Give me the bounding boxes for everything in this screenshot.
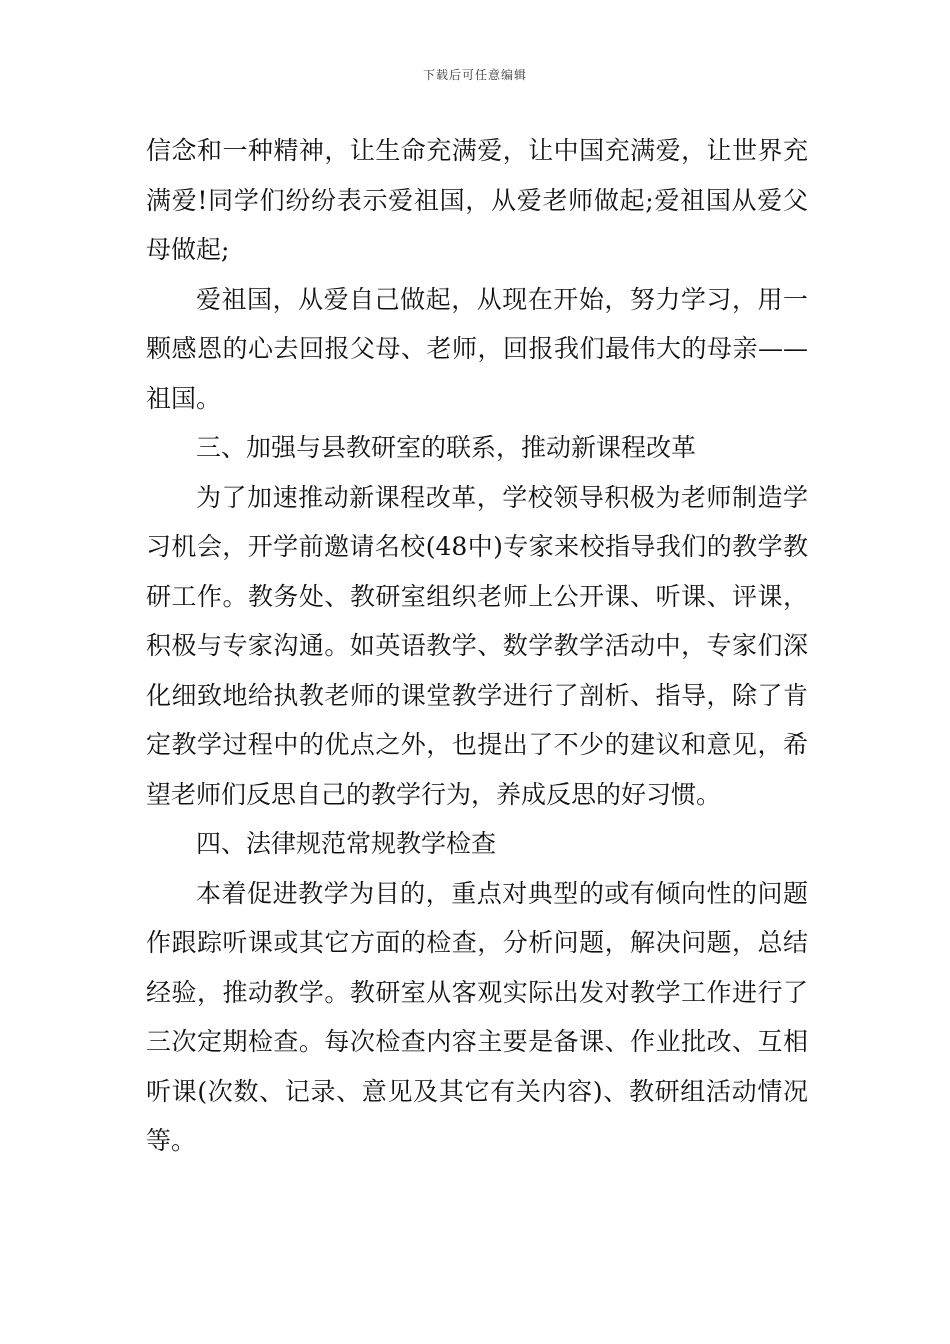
header-note: 下载后可任意编辑 (422, 68, 527, 82)
document-body (146, 126, 808, 1166)
paragraph-continuation: 信念和一种精神，让生命充满爱，让中国充满爱，让世界充满爱!同学们纷纷表示爱祖国，从爱老师做起;爱祖国从爱父母做起; (146, 136, 808, 264)
section-heading-three: 三、加强与县教研室的联系，推动新课程改革 (196, 433, 697, 462)
paragraph-curriculum-reform: 为了加速推动新课程改革，学校领导积极为老师制造学习机会，开学前邀请名校(48中)专家来校指导我们的教学教研工作。教务处、教研室组织老师上公开课、听课、评课，积极与专家沟通。如英语教学、数学教学活动中，专家们深化细致地给执教老师的课堂教学进行了剖析、指导，除了肯定教学过程中的优点之外，也提出了不少的建议和意见，希望老师们反思自己的教学行为，养成反思的好习惯。 (146, 482, 808, 809)
section-heading-four: 四、法律规范常规教学检查 (196, 829, 497, 858)
paragraph-teaching-inspection: 本着促进教学为目的，重点对典型的或有倾向性的问题作跟踪听课或其它方面的检查，分析问题，解决问题，总结经验，推动教学。教研室从客观实际出发对教学工作进行了三次定期检查。每次检查内容主要是备课、作业批改、互相听课(次数、记录、意见及其它有关内容)、教研组活动情况等。 (146, 878, 808, 1155)
paragraph-love-country: 爱祖国，从爱自己做起，从现在开始，努力学习，用一颗感恩的心去回报父母、老师，回报我们最伟大的母亲——祖国。 (146, 284, 808, 413)
